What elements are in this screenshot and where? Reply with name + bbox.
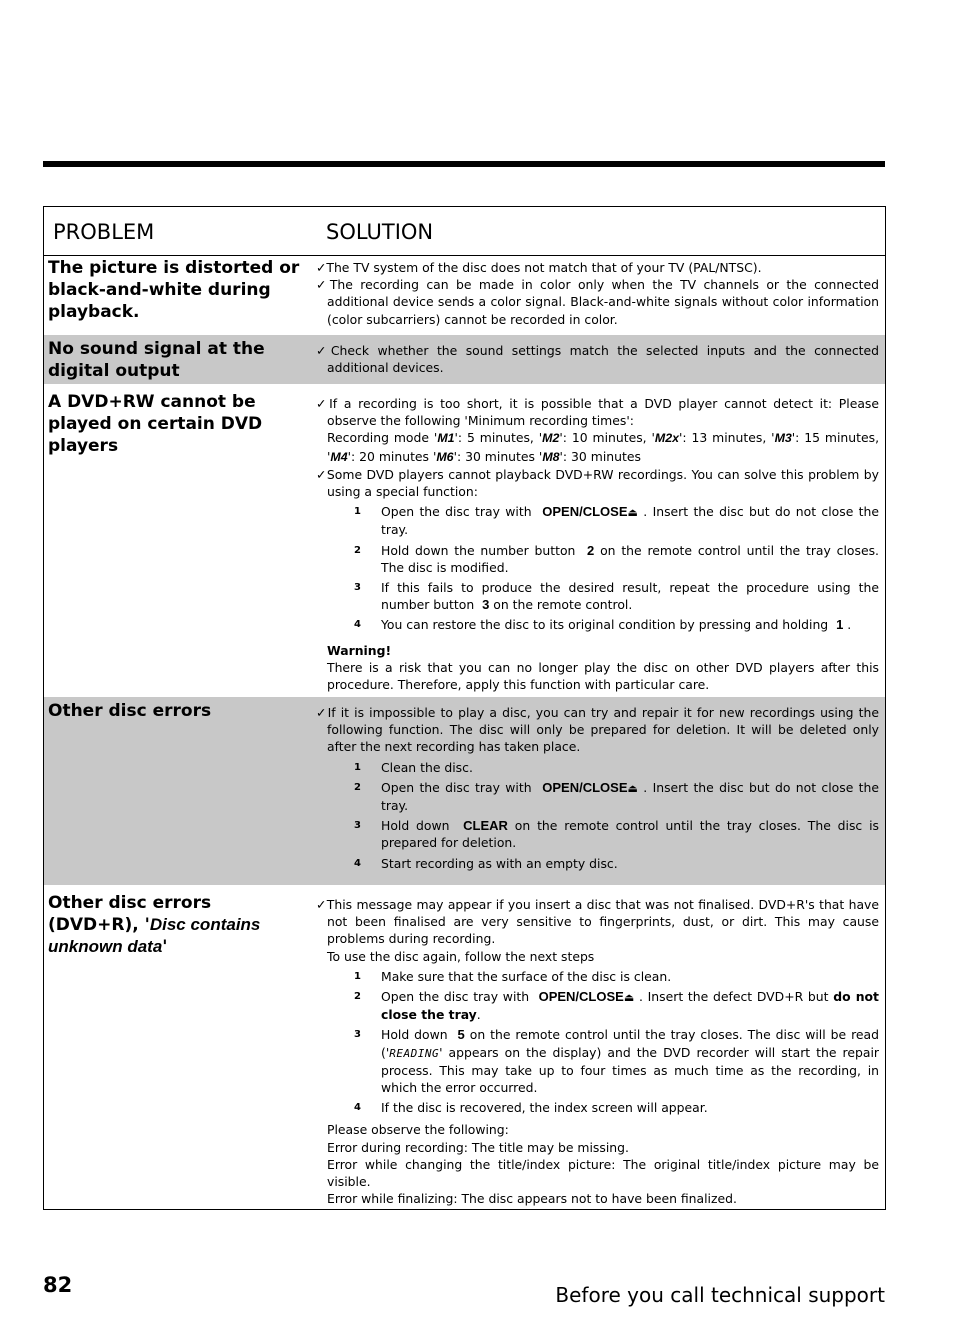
solution-cell (316, 704, 879, 875)
step-item: 2 Hold down the number button 2 on the remote control until the tray closes. The disc is modified. (354, 542, 879, 575)
table-header (44, 207, 885, 256)
problem-column-header: PROBLEM (53, 220, 155, 244)
problem-cell: Other disc errors (48, 701, 212, 721)
solution-item: ✓Some DVD players cannot playback DVD+RW recordings. You can solve this problem by using a special function: (316, 466, 880, 500)
step-item: 4 Start recording as with an empty disc. (354, 855, 618, 871)
section-title: Before you call technical support (555, 1283, 885, 1307)
problem-cell: No sound signal at the digital output (48, 339, 265, 381)
open-close-key: OPEN/CLOSE (538, 989, 624, 1005)
step-list (316, 503, 879, 633)
table-row (44, 335, 885, 384)
solution-item: ✓The TV system of the disc does not match that of your TV (PAL/NTSC). (316, 260, 762, 275)
solution-text: To use the disc again, follow the next steps (327, 948, 595, 964)
step-item: 1 Clean the disc. (354, 759, 473, 775)
table-row (44, 384, 885, 697)
warning-text: There is a risk that you can no longer play the disc on other DVD players after this procedure. Therefore, apply this function with particular care. (327, 659, 879, 693)
top-rule (43, 161, 885, 167)
table-row (44, 885, 885, 1209)
display-text: READING (389, 1046, 440, 1060)
page-number: 82 (43, 1273, 73, 1297)
solution-item: ✓This message may appear if you insert a disc that was not finalised. DVD+R's that have not been finalised are very sensitive to fingerprints, dust, or dirt. This may cause problems during recording. (316, 897, 879, 947)
step-item: 4 You can restore the disc to its original condition by pressing and holding 1 . (354, 617, 852, 633)
solution-column-header: SOLUTION (326, 220, 434, 244)
note-line: Error while changing the title/index picture: The original title/index picture may be visible. (327, 1156, 879, 1190)
note-line: Error during recording: The title may be missing. (327, 1139, 629, 1155)
note-line: Please observe the following: (327, 1122, 509, 1138)
step-item: 3 If this fails to produce the desired result, repeat the procedure using the number button 3 on the remote control. (354, 580, 879, 613)
solution-cell (316, 395, 879, 693)
solution-item: ✓If it is impossible to play a disc, you can try and repair it for new recordings using the following function. The disc will only be prepared for deletion. It will be deleted only after the next recording has taken place. (316, 705, 879, 755)
number-key: 2 (587, 542, 595, 558)
step-list (316, 968, 879, 1117)
table-row (44, 697, 885, 885)
open-close-key: OPEN/CLOSE (542, 504, 628, 520)
step-item: 2 Open the disc tray with OPEN/CLOSE⏏ . Insert the disc but do not close the tray. (354, 779, 879, 814)
eject-icon: ⏏ (623, 991, 635, 1005)
troubleshooting-table (43, 206, 886, 1210)
number-key: 5 (457, 1027, 465, 1043)
step-item: 1 Open the disc tray with OPEN/CLOSE⏏ . Insert the disc but do not close the tray. (354, 504, 879, 538)
solution-item: ✓The recording can be made in color only when the TV channels or the connected additional device sends a color signal. Black-and-white signals without color information (color subcarriers) cannot be recorded in color. (316, 277, 879, 327)
eject-icon: ⏏ (627, 781, 638, 795)
step-item: 3 Hold down CLEAR on the remote control until the tray closes. The disc is prepared for deletion. (354, 818, 879, 851)
table-row (44, 256, 885, 335)
problem-cell: A DVD+RW cannot be played on certain DVD players (48, 392, 263, 456)
step-item: 3 Hold down 5 on the remote control until the tray closes. The disc will be read ('READING' appears on the display) and the DVD recorder will start the repair process. This may take up to four times as much time as the recording, in which the error occurred. (354, 1027, 879, 1096)
warning-title: Warning! (327, 642, 392, 658)
note-line: Error while finalizing: The disc appears not to have been finalized. (327, 1191, 737, 1207)
problem-cell: The picture is distorted or black-and-white during playback. (48, 258, 300, 322)
number-key: 1 (836, 617, 844, 633)
solution-item: ✓Check whether the sound settings match the selected inputs and the connected additional devices. (316, 343, 879, 376)
step-item: 2 Open the disc tray with OPEN/CLOSE⏏ . Insert the defect DVD+R but do not close the tray. (354, 989, 879, 1023)
solution-item: ✓If a recording is too short, it is possible that a DVD player cannot detect it: Please observe the following 'Minimum recording times': (316, 396, 879, 429)
solution-cell (316, 259, 879, 328)
step-list (316, 759, 879, 872)
step-item: 4 If the disc is recovered, the index screen will appear. (354, 1100, 708, 1116)
clear-key: CLEAR (463, 818, 508, 834)
open-close-key: OPEN/CLOSE (542, 779, 628, 795)
number-key: 3 (482, 597, 490, 613)
problem-cell: Other disc errors (DVD+R), 'Disc contains unknown data' (48, 893, 261, 957)
minimum-recording-times: Recording mode 'M1': 5 minutes, 'M2': 10 minutes, 'M2x': 13 minutes, 'M3': 15 minutes, 'M4': 20 minutes 'M6': 30 minutes 'M8': 30 minutes (327, 430, 880, 464)
solution-cell (316, 896, 879, 1207)
solution-cell (316, 342, 879, 376)
eject-icon: ⏏ (627, 506, 638, 520)
step-item: 1 Make sure that the surface of the disc is clean. (354, 968, 672, 984)
